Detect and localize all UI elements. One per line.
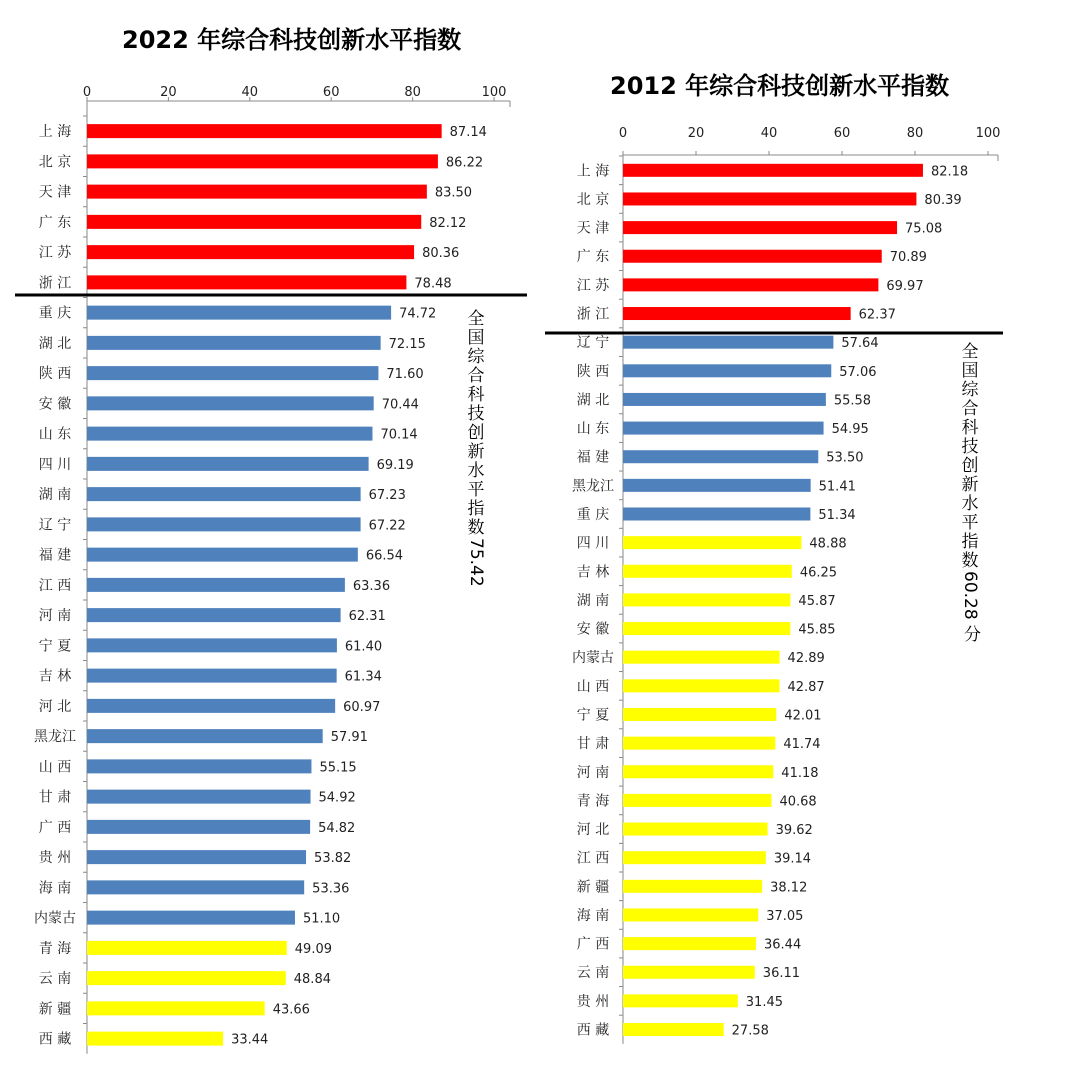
bar-2022 [87, 1001, 265, 1015]
value-label-2022: 87.14 [449, 125, 487, 141]
annotation-char: 指 [467, 499, 485, 519]
annotation-char: 科 [961, 418, 979, 438]
bar-2012 [623, 880, 762, 893]
category-label-2022: 四 川 [38, 456, 72, 473]
category-label-2022: 黑龙江 [34, 729, 76, 746]
category-label-2012: 重 庆 [576, 507, 610, 523]
category-label-2012: 西 藏 [576, 1022, 610, 1039]
bar-2012 [623, 908, 758, 921]
value-label-2012: 69.97 [886, 278, 924, 294]
value-label-2022: 55.15 [319, 760, 357, 776]
x-tick-label-2012: 100 [975, 126, 1001, 141]
category-label-2022: 北 京 [38, 154, 72, 171]
value-label-2012: 41.18 [781, 765, 819, 781]
value-label-2022: 51.10 [302, 911, 341, 927]
value-label-2012: 27.58 [731, 1023, 769, 1039]
bar-2012 [623, 651, 780, 664]
value-label-2022: 57.91 [330, 730, 368, 746]
category-label-2022: 上 海 [38, 124, 72, 141]
bar-2012 [623, 221, 897, 234]
value-label-2022: 71.60 [386, 367, 424, 383]
bar-2022 [87, 124, 442, 138]
category-label-2012: 广 西 [576, 936, 610, 953]
bar-2022 [87, 487, 361, 501]
category-label-2022: 安 徽 [38, 396, 72, 413]
category-label-2012: 新 疆 [576, 879, 610, 896]
x-tick-label-2012: 60 [833, 126, 851, 141]
category-label-2012: 山 西 [576, 678, 610, 695]
value-label-2022: 72.15 [388, 336, 426, 352]
value-label-2012: 53.50 [826, 450, 864, 466]
bar-2022 [87, 517, 361, 531]
bar-2012 [623, 250, 882, 263]
bar-2022 [87, 366, 378, 380]
category-label-2022: 山 西 [38, 759, 72, 776]
category-label-2012: 河 北 [576, 822, 610, 839]
value-label-2012: 55.58 [833, 393, 872, 409]
value-label-2022: 61.34 [344, 669, 382, 685]
value-label-2022: 63.36 [352, 578, 391, 594]
category-label-2012: 天 津 [576, 220, 610, 237]
value-label-2012: 70.89 [889, 250, 927, 266]
bar-2022 [87, 396, 374, 410]
value-label-2012: 45.85 [798, 622, 836, 638]
value-label-2022: 61.40 [344, 639, 383, 655]
bar-2022 [87, 638, 337, 652]
value-label-2022: 54.82 [318, 820, 356, 836]
bar-2022 [87, 548, 358, 562]
category-label-2012: 吉 林 [576, 564, 610, 581]
annotation-char: 新 [961, 475, 979, 495]
x-tick-label-2022: 40 [241, 85, 259, 100]
value-label-2012: 80.39 [924, 192, 962, 208]
annotation-char: 国 [961, 361, 979, 381]
x-tick-label-2012: 80 [906, 126, 924, 141]
bar-2012 [623, 937, 756, 950]
annotation-char: 综 [467, 347, 485, 367]
value-label-2012: 51.41 [818, 479, 856, 495]
category-label-2012: 四 川 [576, 535, 610, 552]
category-label-2012: 贵 州 [576, 993, 610, 1010]
value-label-2022: 86.22 [445, 155, 484, 171]
value-label-2012: 46.25 [799, 565, 838, 581]
category-label-2012: 内蒙古 [572, 650, 614, 667]
bar-2022 [87, 427, 372, 441]
category-label-2022: 河 北 [38, 698, 72, 715]
bar-2012 [623, 192, 916, 205]
bar-2012 [623, 708, 776, 721]
category-label-2012: 山 东 [576, 421, 610, 438]
category-label-2022: 陕 西 [38, 366, 72, 383]
value-label-2012: 54.95 [831, 422, 869, 438]
bar-2012 [623, 737, 775, 750]
value-label-2012: 57.64 [841, 336, 879, 352]
bar-2022 [87, 336, 381, 350]
value-label-2022: 33.44 [231, 1032, 269, 1048]
annotation-char: 水 [467, 461, 485, 481]
bar-2022 [87, 699, 335, 713]
value-label-2012: 42.89 [787, 651, 825, 667]
annotation-char: 合 [467, 366, 485, 386]
bar-2012 [623, 278, 878, 291]
category-label-2022: 广 东 [38, 214, 72, 231]
value-label-2012: 40.68 [779, 794, 817, 810]
category-label-2012: 上 海 [576, 163, 610, 180]
value-label-2012: 51.34 [818, 508, 856, 523]
chart-title-2022: 2022 年综合科技创新水平指数 [122, 26, 462, 54]
value-label-2022: 48.84 [293, 972, 331, 988]
annotation-char: 数 [467, 518, 485, 538]
bar-2022 [87, 275, 406, 289]
bar-2022 [87, 971, 286, 985]
category-label-2012: 河 南 [576, 764, 610, 781]
value-label-2012: 36.44 [764, 937, 802, 953]
bar-2022 [87, 941, 287, 955]
category-label-2012: 北 京 [576, 191, 610, 208]
bar-2022 [87, 185, 427, 199]
category-label-2012: 海 南 [576, 907, 610, 924]
annotation-char: 平 [467, 480, 485, 500]
category-label-2022: 广 西 [38, 819, 72, 836]
value-label-2012: 38.12 [770, 880, 808, 896]
annotation-char: 平 [961, 513, 979, 533]
category-label-2012: 云 南 [576, 965, 610, 982]
annotation-char: 数 [961, 551, 979, 571]
category-label-2022: 海 南 [38, 880, 72, 897]
bar-2012 [623, 565, 792, 578]
value-label-2022: 62.31 [348, 609, 386, 625]
bar-2012 [623, 966, 755, 979]
value-label-2012: 42.87 [787, 679, 825, 695]
bar-2012 [623, 307, 851, 320]
bar-2012 [623, 536, 801, 549]
category-label-2022: 甘 肃 [38, 789, 72, 806]
value-label-2022: 53.82 [314, 851, 352, 867]
category-label-2022: 天 津 [38, 184, 72, 201]
value-label-2022: 69.19 [376, 457, 414, 473]
value-label-2022: 67.22 [368, 518, 406, 534]
annotation-char: 综 [961, 380, 979, 400]
category-label-2022: 江 西 [38, 577, 72, 594]
bar-2012 [623, 1023, 724, 1036]
value-label-2022: 70.14 [380, 427, 418, 443]
x-tick-label-2012: 40 [760, 126, 778, 141]
bar-2012 [623, 593, 790, 606]
category-label-2012: 宁 夏 [576, 707, 610, 724]
category-label-2012: 广 东 [576, 249, 610, 266]
x-tick-label-2022: 80 [404, 85, 421, 100]
category-label-2022: 江 苏 [38, 245, 72, 262]
value-label-2012: 42.01 [784, 708, 822, 724]
category-label-2022: 湖 南 [38, 487, 72, 504]
category-label-2022: 福 建 [38, 547, 72, 564]
national-index-note-2012 [960, 343, 980, 642]
category-label-2022: 贵 州 [38, 850, 72, 867]
x-tick-label-2022: 100 [481, 85, 507, 100]
category-label-2012: 江 苏 [576, 277, 610, 294]
bar-2022 [87, 457, 369, 471]
value-label-2022: 43.66 [272, 1002, 310, 1018]
bar-2012 [623, 765, 773, 778]
bar-2022 [87, 669, 337, 683]
x-tick-label-2012: 20 [687, 126, 705, 141]
category-label-2022: 云 南 [38, 971, 72, 988]
category-label-2022: 辽 宁 [38, 517, 72, 534]
category-label-2012: 湖 北 [576, 392, 610, 409]
category-label-2022: 吉 林 [38, 668, 72, 685]
annotation-char: 技 [467, 404, 485, 424]
annotation-char: 创 [961, 456, 979, 476]
bar-2022 [87, 608, 341, 622]
value-label-2022: 49.09 [294, 941, 333, 957]
value-label-2022: 60.97 [343, 699, 381, 715]
chart-title-2012: 2012 年综合科技创新水平指数 [610, 72, 950, 100]
value-label-2012: 45.87 [798, 593, 836, 609]
value-label-2022: 67.23 [368, 488, 406, 504]
x-tick-label-2012: 0 [618, 126, 628, 141]
value-label-2022: 66.54 [365, 548, 404, 564]
category-label-2012: 福 建 [576, 449, 610, 466]
bar-2012 [623, 823, 768, 836]
category-label-2012: 安 徽 [576, 621, 610, 638]
bar-2022 [87, 578, 345, 592]
annotation-char: 全 [961, 342, 979, 362]
value-label-2022: 78.48 [414, 276, 452, 292]
bar-2012 [623, 422, 824, 435]
national-index-note-2022 [466, 310, 486, 587]
value-label-2022: 70.44 [381, 397, 419, 413]
value-label-2022: 82.12 [429, 215, 467, 231]
annotation-char: 水 [961, 494, 979, 514]
bar-2012 [623, 851, 766, 864]
category-label-2012: 甘 肃 [576, 736, 610, 753]
annotation-value: 60.28 分 [960, 571, 980, 643]
annotation-char: 合 [961, 399, 979, 419]
annotation-value: 75.42 [466, 538, 486, 587]
bar-2022 [87, 245, 414, 259]
category-label-2022: 青 海 [38, 940, 72, 957]
value-label-2022: 83.50 [434, 185, 473, 201]
bar-2012 [623, 364, 831, 377]
value-label-2022: 74.72 [399, 306, 437, 322]
bar-2012 [623, 622, 790, 635]
bar-2022 [87, 154, 438, 168]
value-label-2012: 39.62 [775, 823, 813, 839]
value-label-2012: 75.08 [905, 221, 943, 237]
bar-2022 [87, 759, 311, 773]
category-label-2012: 黑龙江 [572, 478, 614, 495]
value-label-2012: 62.37 [858, 307, 896, 323]
annotation-char: 技 [961, 437, 979, 457]
annotation-char: 国 [467, 328, 485, 348]
category-label-2022: 新 疆 [38, 1001, 72, 1018]
category-label-2022: 西 藏 [38, 1031, 72, 1048]
category-label-2012: 浙 江 [576, 306, 610, 323]
value-label-2012: 37.05 [766, 908, 804, 924]
bar-2022 [87, 911, 295, 925]
bar-2012 [623, 794, 771, 807]
category-label-2012: 江 西 [576, 850, 610, 867]
value-label-2022: 80.36 [422, 246, 460, 262]
category-label-2022: 内蒙古 [34, 910, 76, 927]
category-label-2012: 陕 西 [576, 363, 610, 380]
annotation-char: 科 [467, 385, 485, 405]
bar-2022 [87, 880, 304, 894]
bar-2012 [623, 164, 923, 177]
bar-2012 [623, 393, 826, 406]
bar-2022 [87, 729, 323, 743]
value-label-2012: 57.06 [839, 364, 877, 380]
value-label-2022: 53.36 [312, 881, 350, 897]
annotation-char: 指 [961, 532, 979, 552]
bar-2012 [623, 450, 818, 463]
category-label-2022: 宁 夏 [38, 638, 72, 655]
category-label-2022: 河 南 [38, 608, 72, 625]
bar-2012 [623, 994, 738, 1007]
bar-2022 [87, 306, 391, 320]
category-label-2022: 山 东 [38, 426, 72, 443]
bar-2022 [87, 850, 306, 864]
category-label-2012: 湖 南 [576, 592, 610, 609]
value-label-2012: 36.11 [762, 966, 801, 982]
value-label-2012: 82.18 [930, 164, 969, 180]
value-label-2012: 39.14 [773, 851, 812, 867]
bar-2012 [623, 479, 811, 492]
category-label-2022: 浙 江 [38, 275, 72, 292]
value-label-2012: 31.45 [745, 994, 784, 1010]
value-label-2012: 41.74 [783, 737, 821, 753]
annotation-char: 创 [467, 423, 485, 443]
category-label-2022: 湖 北 [38, 335, 72, 352]
category-label-2012: 青 海 [576, 793, 610, 810]
bar-2022 [87, 1032, 223, 1046]
bar-2022 [87, 790, 311, 804]
bar-2022 [87, 820, 310, 834]
value-label-2012: 48.88 [809, 536, 847, 552]
category-label-2022: 重 庆 [38, 305, 72, 322]
annotation-char: 全 [467, 309, 485, 329]
bar-2012 [623, 508, 810, 521]
value-label-2022: 54.92 [318, 790, 356, 806]
bar-2012 [623, 336, 833, 349]
x-tick-label-2022: 20 [160, 85, 177, 100]
annotation-char: 新 [467, 442, 485, 462]
x-tick-label-2022: 60 [322, 85, 340, 100]
bar-2012 [623, 679, 779, 692]
x-tick-label-2022: 0 [82, 85, 92, 100]
category-label-2012: 辽 宁 [576, 335, 610, 352]
bar-2022 [87, 215, 421, 229]
